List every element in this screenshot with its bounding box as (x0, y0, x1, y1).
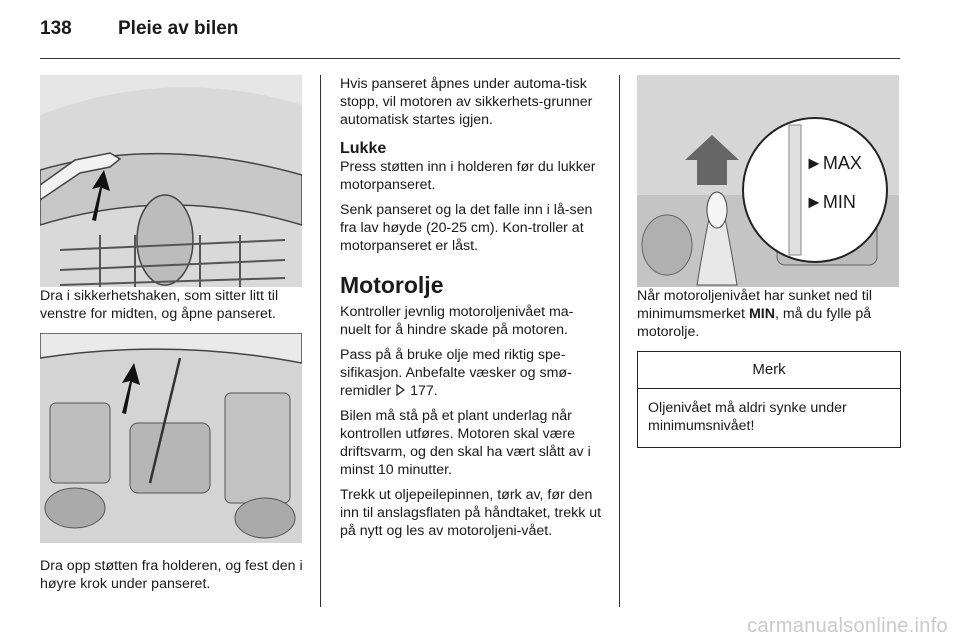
motorolje-paragraph-2-text: Pass på å bruke olje med riktig spe-sifikasjon. Anbefalte væsker og smø-remidler (340, 347, 572, 399)
hood-prop-illustration (40, 333, 302, 543)
column-divider-2 (619, 75, 620, 607)
column-divider-1 (320, 75, 321, 607)
dipstick-min-label (805, 193, 856, 211)
note-text: Oljenivået må aldri synke under minimumsnivået! (648, 400, 847, 434)
lukke-paragraph-1: Press støtten inn i holderen før du lukker motorpanseret. (340, 159, 596, 193)
auto-stop-paragraph: Hvis panseret åpnes under automa-tisk stopp, vil motoren av sikkerhets-grunner automatisk startes igjen. (340, 76, 593, 128)
page-number: 138 (40, 18, 72, 39)
motorolje-heading: Motorolje (340, 272, 444, 298)
hood-release-illustration (40, 75, 302, 287)
lukke-paragraph-2: Senk panseret og la det falle inn i lå-sen fra lav høyde (20-25 cm). Kon-troller at motorpanseret er låst. (340, 202, 593, 254)
motorolje-paragraph-2 (340, 346, 602, 400)
dipstick-illustration (637, 75, 899, 287)
caption-hood-prop: Dra opp støtten fra holderen, og fest den i høyre krok under panseret. (40, 558, 303, 592)
motorolje-paragraph-1: Kontroller jevnlig motoroljenivået ma-nuelt for å hindre skade på motoren. (340, 304, 574, 338)
caption-oil-level-post: , må du fylle på motorolje. (637, 306, 872, 340)
caption-hood-release: Dra i sikkerhetshaken, som sitter litt til venstre for midten, og åpne panseret. (40, 288, 279, 322)
column-middle (340, 75, 602, 547)
note-box (637, 351, 901, 448)
max-label: MAX (822, 153, 862, 173)
motorolje-paragraph-3: Bilen må stå på et plant underlag når kontrollen utføres. Motoren skal være driftsvarm, og den skal ha vært slått av i minst 10 minutter. (340, 408, 591, 478)
motorolje-paragraph-4: Trekk ut oljepeilepinnen, tørk av, før den inn til anslagsflaten på håndtaket, trekk ut på nytt og les av motoroljeni-vået. (340, 487, 602, 539)
caption-oil-level-min: MIN (748, 306, 775, 322)
min-label: MIN (822, 192, 856, 212)
header-rule (40, 58, 900, 59)
note-title: Merk (638, 352, 900, 389)
column-right (637, 75, 901, 448)
caption-oil-level-pre: Når motoroljenivået har sunket ned til minimumsmerket (637, 288, 873, 322)
page-reference[interactable]: 177. (410, 383, 438, 399)
column-left (40, 75, 304, 600)
watermark: carmanualsonline.info (747, 615, 948, 637)
lukke-heading: Lukke (340, 140, 387, 157)
page-title: Pleie av bilen (118, 18, 239, 39)
dipstick-max-label (805, 154, 862, 172)
max-marker-icon: ► (805, 153, 823, 173)
min-marker-icon: ► (805, 192, 823, 212)
page-reference-arrow-icon[interactable] (395, 383, 406, 399)
page-header (40, 18, 238, 48)
caption-oil-level (637, 287, 901, 341)
